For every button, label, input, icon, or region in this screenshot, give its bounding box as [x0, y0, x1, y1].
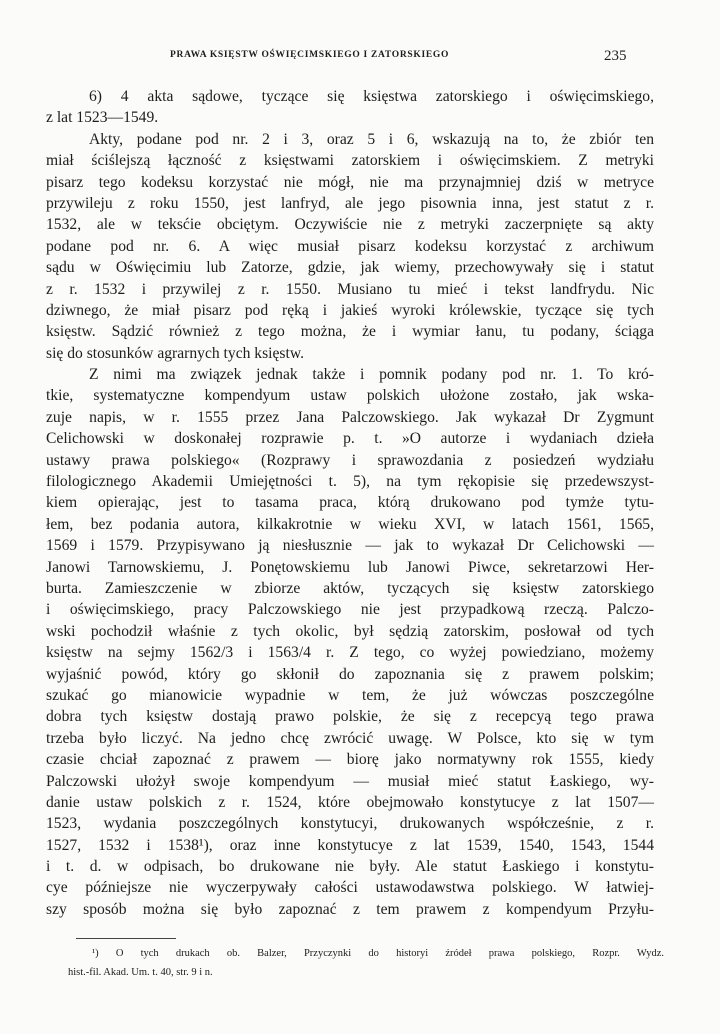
text-line: dziwnego, że miał pisarz pod ręką i jakieś wyroki królewskie, tyczące się tych	[46, 301, 654, 319]
footnotes	[68, 944, 664, 982]
text-line: kiem opierając, jest to tasama praca, którą drukowano pod tymże tytu-	[46, 494, 654, 512]
text-line: z lat 1523—1549.	[46, 109, 159, 127]
text-line: sądu w Oświęcimiu lub Zatorze, gdzie, jak wiemy, przechowywały się i statut	[46, 259, 654, 277]
text-line: Z nimi ma związek jednak także i pomnik podany pod nr. 1. To kró-	[89, 366, 654, 384]
footnote-line: ¹) O tych drukach ob. Balzer, Przyczynki do historyi źródeł prawa polskiego, Rozpr. Wydz.	[92, 948, 664, 959]
text-line: zuje napis, w r. 1555 przez Jana Palczowskiego. Jak wykazał Dr Zygmunt	[46, 408, 654, 426]
text-line: podane pod nr. 6. A więc musiał pisarz kodeksu korzystać z archiwum	[46, 237, 654, 255]
text-line: 1532, ale w teksćie obciętym. Oczywiście nie z metryki zaczerpnięte są akty	[46, 216, 654, 234]
text-line: i t. d. w odpisach, bo drukowane nie były. Ale statut Łaskiego i konstytu-	[46, 858, 654, 876]
text-line: 1527, 1532 i 1538¹), oraz inne konstytucye z lat 1539, 1540, 1543, 1544	[46, 836, 654, 854]
text-line: przywileju z roku 1550, jest lanfryd, ale jego pisownia inna, jest statut z r.	[46, 194, 654, 212]
text-line: dobra tych księstw dostają prawo polskie, że się z recepcyą tego prawa	[46, 708, 654, 726]
text-line: Akty, podane pod nr. 2 i 3, oraz 5 i 6, wskazują na to, że zbiór ten	[89, 130, 654, 148]
text-line: szy sposób można się było zapoznać z tem prawem z kompendyum Przyłu-	[46, 900, 654, 918]
text-line: 1523, wydania poszczególnych konstytucyi, drukowanych współcześnie, z r.	[46, 815, 654, 833]
text-line: z r. 1532 i przywilej z r. 1550. Musiano tu mieć i tekst landfrydu. Nic	[46, 280, 654, 298]
running-head-title: PRAWA KSIĘSTW OŚWIĘCIMSKIEGO I ZATORSKIEGO	[170, 50, 450, 60]
text-line: i oświęcimskiego, pracy Palczowskiego nie jest przypadkową rzeczą. Palczo-	[46, 601, 654, 619]
text-line: danie ustaw polskich z r. 1524, które obejmowało konstytucye z lat 1507—	[46, 793, 654, 811]
text-line: Janowi Tarnowskiemu, J. Ponętowskiemu lub Janowi Piwce, sekretarzowi Her-	[46, 558, 654, 576]
text-line: miał ściślejszą łączność z księstwami zatorskiem i oświęcimskiem. Z metryki	[46, 152, 654, 170]
text-line: się do stosunków agrarnych tych księstw.	[46, 344, 304, 362]
text-line: księstw. Sądzić również z tego można, że i wymiar łanu, tu podany, ściąga	[46, 323, 654, 341]
running-head	[0, 48, 720, 68]
text-line: pisarz tego kodeksu korzystać nie mógł, nie ma przynajmniej dziś w metryce	[46, 173, 654, 191]
text-line: księstw na sejmy 1562/3 i 1563/4 r. Z tego, co wyżej powiedziano, możemy	[46, 644, 654, 662]
page-number: 235	[604, 48, 627, 64]
footnote-line: hist.-fil. Akad. Um. t. 40, str. 9 i n.	[68, 967, 213, 978]
text-line: 6) 4 akta sądowe, tyczące się księstwa zatorskiego i oświęcimskiego,	[89, 88, 654, 105]
text-line: ustawy prawa polskiego« (Rozprawy i sprawozdania z posiedzeń wydziału	[46, 451, 654, 469]
text-line: szukać go mianowicie wypadnie w tem, że już wówczas poszczególne	[46, 686, 654, 704]
text-line: filologicznego Akademii Umiejętności t. 5), na tym rękopisie się przedewszyst-	[46, 473, 654, 491]
footnote-rule	[76, 938, 176, 939]
text-line: Celichowski w doskonałej rozprawie p. t. »O autorze i wydaniach dzieła	[46, 430, 654, 448]
text-line: wski pochodził właśnie z tych okolic, był sędzią zatorskim, posłował od tych	[46, 622, 654, 640]
text-line: Palczowski ułożył swoje kompendyum — musiał mieć statut Łaskiego, wy-	[46, 772, 654, 790]
text-line: trzeba było liczyć. Na jedno chcę zwrócić uwagę. W Polsce, kto się w tym	[46, 729, 654, 747]
text-line: burta. Zamieszczenie w zbiorze aktów, tyczących się księstw zatorskiego	[46, 579, 654, 597]
text-line: czasie chciał zapoznać z prawem — biorę jako normatywny rok 1555, kiedy	[46, 751, 654, 769]
text-line: 1569 i 1579. Przypisywano ją niesłusznie — jak to wykazał Dr Celichowski —	[46, 537, 654, 555]
text-line: łem, bez podania autora, kilkakrotnie w wieku XVI, w latach 1561, 1565,	[46, 515, 654, 533]
body-text	[46, 86, 654, 920]
text-line: cye późniejsze nie wyczerpywały całości ustawodawstwa polskiego. W łatwiej-	[46, 879, 654, 897]
text-line: wyjaśnić powód, który go skłonił do zapoznania się z prawem polskim;	[46, 665, 654, 683]
text-line: tkie, systematyczne kompendyum ustaw polskich ułożone zostało, jak wska-	[46, 387, 654, 405]
